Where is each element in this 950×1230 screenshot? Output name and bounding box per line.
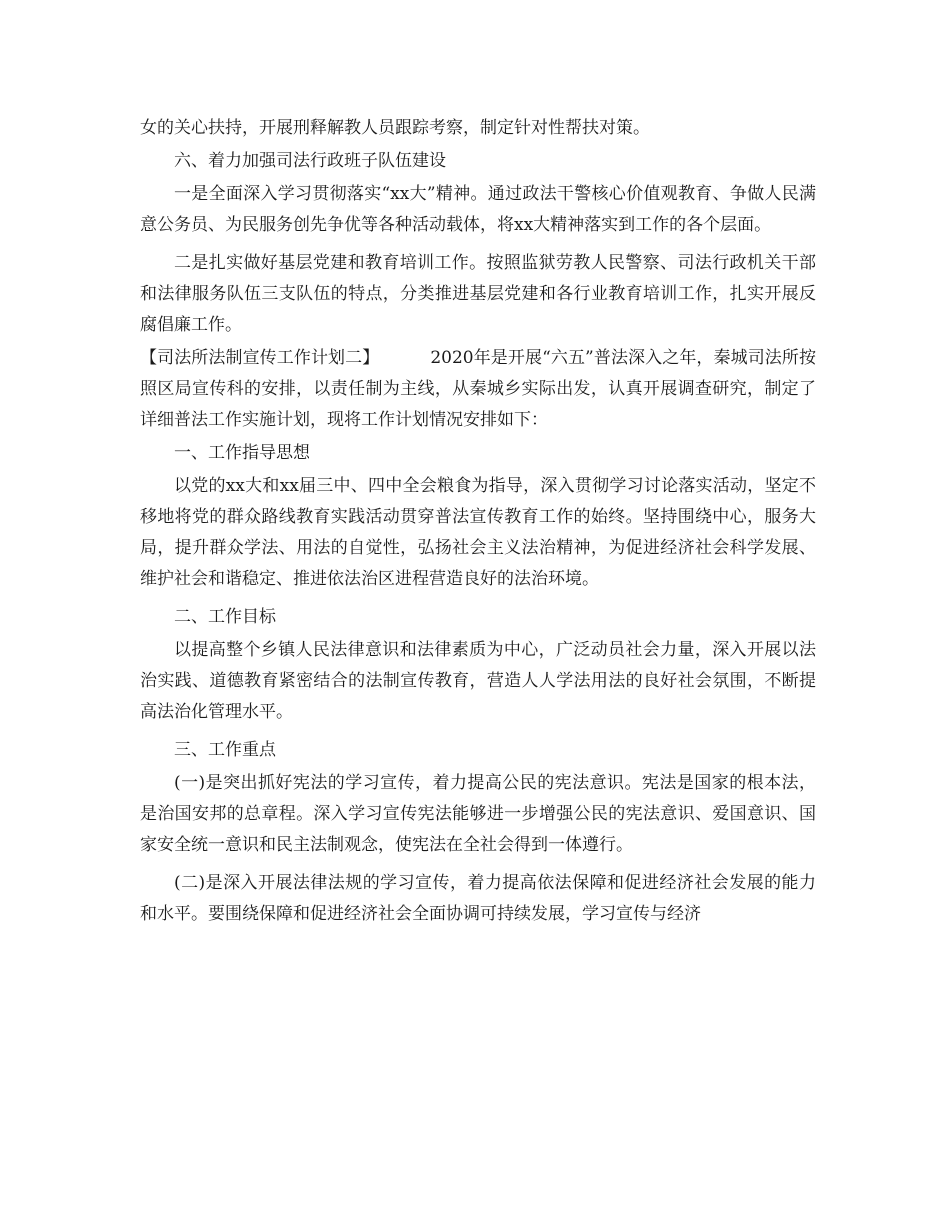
paragraph-study-spirit: 一是全面深入学习贯彻落实“xx大”精神。通过政法干警核心价值观教育、争做人民满意公务员、为民服务创先争优等各种活动载体，将xx大精神落实到工作的各个层面。	[140, 184, 816, 235]
section-heading-key-points: 三、工作重点	[174, 740, 276, 760]
paragraph-goals: 以提高整个乡镇人民法律意识和法律素质为中心，广泛动员社会力量，深入开展以法治实践、道德教育紧密结合的法制宣传教育，营造人人学法用法的良好社会氛围，不断提高法治化管理水平。	[140, 640, 816, 722]
paragraph-continuation: 女的关心扶持，开展刑释解教人员跟踪考察，制定针对性帮扶对策。	[140, 118, 650, 138]
paragraph-plan-two-intro	[140, 343, 816, 436]
section-heading-six: 六、着力加强司法行政班子队伍建设	[174, 151, 446, 171]
paragraph-guiding-thought: 以党的xx大和xx届三中、四中全会粮食为指导，深入贯彻学习讨论落实活动，坚定不移地将党的群众路线教育实践活动贯穿普法宣传教育工作的始终。坚持围绕中心，服务大局，提升群众学法、用法的自觉性，弘扬社会主义法治精神，为促进经济社会科学发展、维护社会和谐稳定、推进依法治区进程营造良好的法治环境。	[140, 476, 816, 589]
paragraph-laws-regulations: (二)是深入开展法律法规的学习宣传，着力提高依法保障和促进经济社会发展的能力和水平。要围绕保障和促进经济社会全面协调可持续发展，学习宣传与经济	[140, 873, 816, 924]
document-body	[140, 113, 816, 930]
plan-two-title: 【司法所法制宣传工作计划二】	[140, 348, 380, 368]
plan-two-text: 2020年是开展“六五”普法深入之年，秦城司法所按照区局宣传科的安排，以责任制为主线，从秦城乡实际出发，认真开展调查研究，制定了详细普法工作实施计划，现将工作计划情况安排如下：	[140, 348, 816, 430]
paragraph-party-building: 二是扎实做好基层党建和教育培训工作。按照监狱劳教人民警察、司法行政机关干部和法律服务队伍三支队伍的特点，分类推进基层党建和各行业教育培训工作，扎实开展反腐倡廉工作。	[140, 253, 816, 335]
section-heading-guiding-thought: 一、工作指导思想	[174, 443, 310, 463]
section-heading-goals: 二、工作目标	[174, 607, 276, 627]
paragraph-constitution: (一)是突出抓好宪法的学习宣传，着力提高公民的宪法意识。宪法是国家的根本法，是治国安邦的总章程。深入学习宣传宪法能够进一步增强公民的宪法意识、爱国意识、国家安全统一意识和民主法制观念，使宪法在全社会得到一体遵行。	[140, 773, 816, 855]
